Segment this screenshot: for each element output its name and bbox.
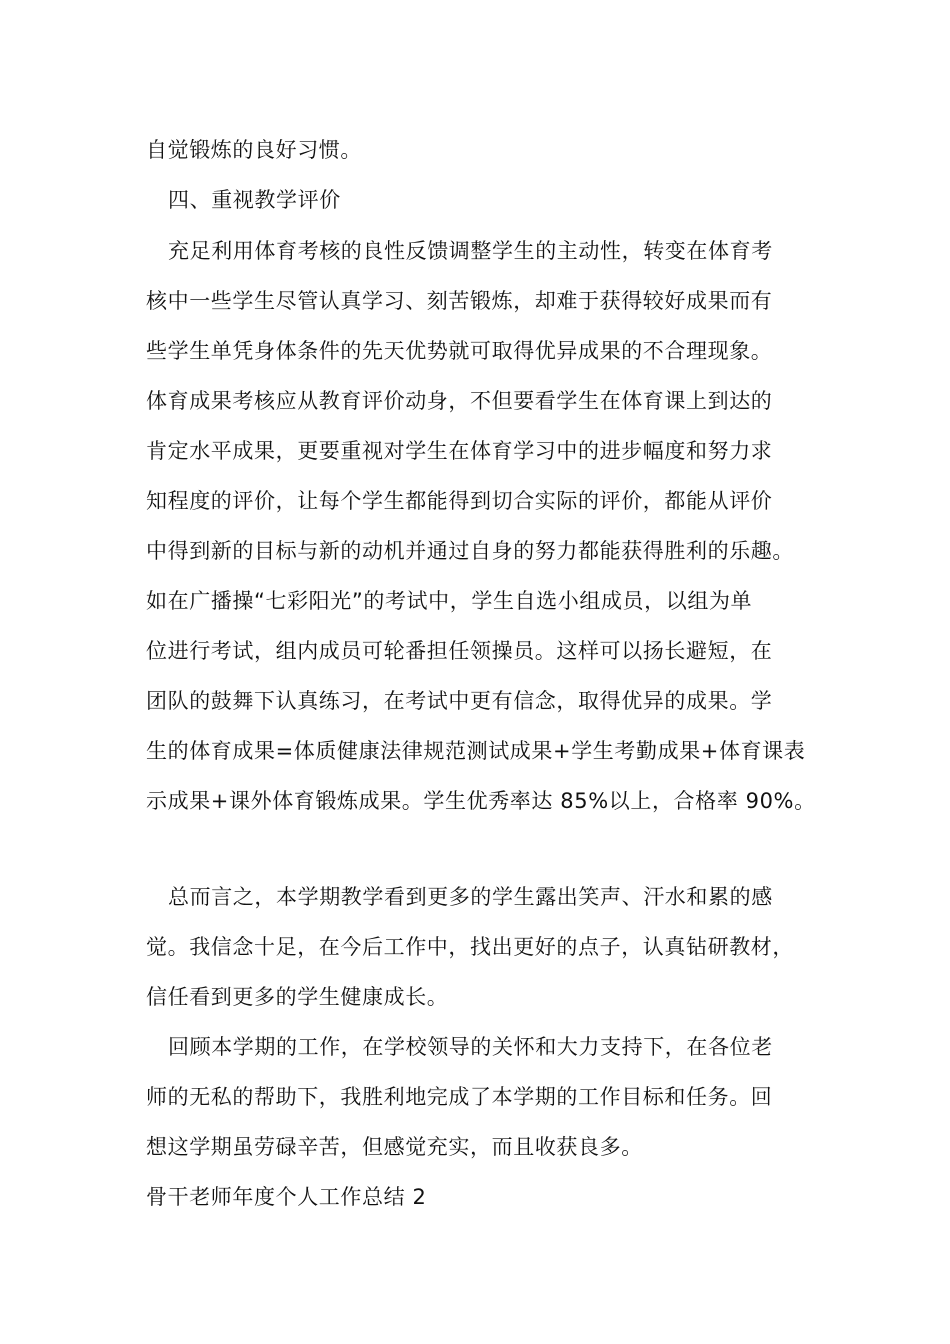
text-line: 充足利用体育考核的良性反馈调整学生的主动性，转变在体育考 <box>168 239 773 263</box>
text-line: 自觉锻炼的良好习惯。 <box>146 138 362 162</box>
text-line: 总而言之，本学期教学看到更多的学生露出笑声、汗水和累的感 <box>168 885 773 909</box>
section-heading: 四、重视教学评价 <box>168 188 341 212</box>
text-line: 回顾本学期的工作，在学校领导的关怀和大力支持下，在各位老 <box>168 1035 773 1059</box>
text-line: 知程度的评价，让每个学生都能得到切合实际的评价，都能从评价 <box>146 489 773 513</box>
text-line: 体育成果考核应从教育评价动身，不但要看学生在体育课上到达的 <box>146 389 773 413</box>
text-line: 核中一些学生尽管认真学习、刻苦锻炼，却难于获得较好成果而有 <box>146 289 773 313</box>
text-line: 想这学期虽劳碌辛苦，但感觉充实，而且收获良多。 <box>146 1135 643 1159</box>
text-line: 觉。我信念十足，在今后工作中，找出更好的点子，认真钻研教材， <box>146 935 794 959</box>
text-line: 生的体育成果=体质健康法律规范测试成果+学生考勤成果+体育课表 <box>146 739 806 763</box>
text-line: 如在广播操“七彩阳光”的考试中，学生自选小组成员，以组为单 <box>146 589 753 613</box>
text-line: 信任看到更多的学生健康成长。 <box>146 985 449 1009</box>
text-line: 示成果+课外体育锻炼成果。学生优秀率达 85%以上，合格率 90%。 <box>146 789 816 813</box>
text-line: 团队的鼓舞下认真练习，在考试中更有信念，取得优异的成果。学 <box>146 689 773 713</box>
text-line: 师的无私的帮助下，我胜利地完成了本学期的工作目标和任务。回 <box>146 1085 773 1109</box>
document-title: 骨干老师年度个人工作总结 2 <box>146 1185 427 1209</box>
text-line: 些学生单凭身体条件的先天优势就可取得优异成果的不合理现象。 <box>146 339 773 363</box>
text-line: 肯定水平成果，更要重视对学生在体育学习中的进步幅度和努力求 <box>146 439 773 463</box>
text-line: 位进行考试，组内成员可轮番担任领操员。这样可以扬长避短，在 <box>146 639 773 663</box>
text-line: 中得到新的目标与新的动机并通过自身的努力都能获得胜利的乐趣。 <box>146 539 794 563</box>
